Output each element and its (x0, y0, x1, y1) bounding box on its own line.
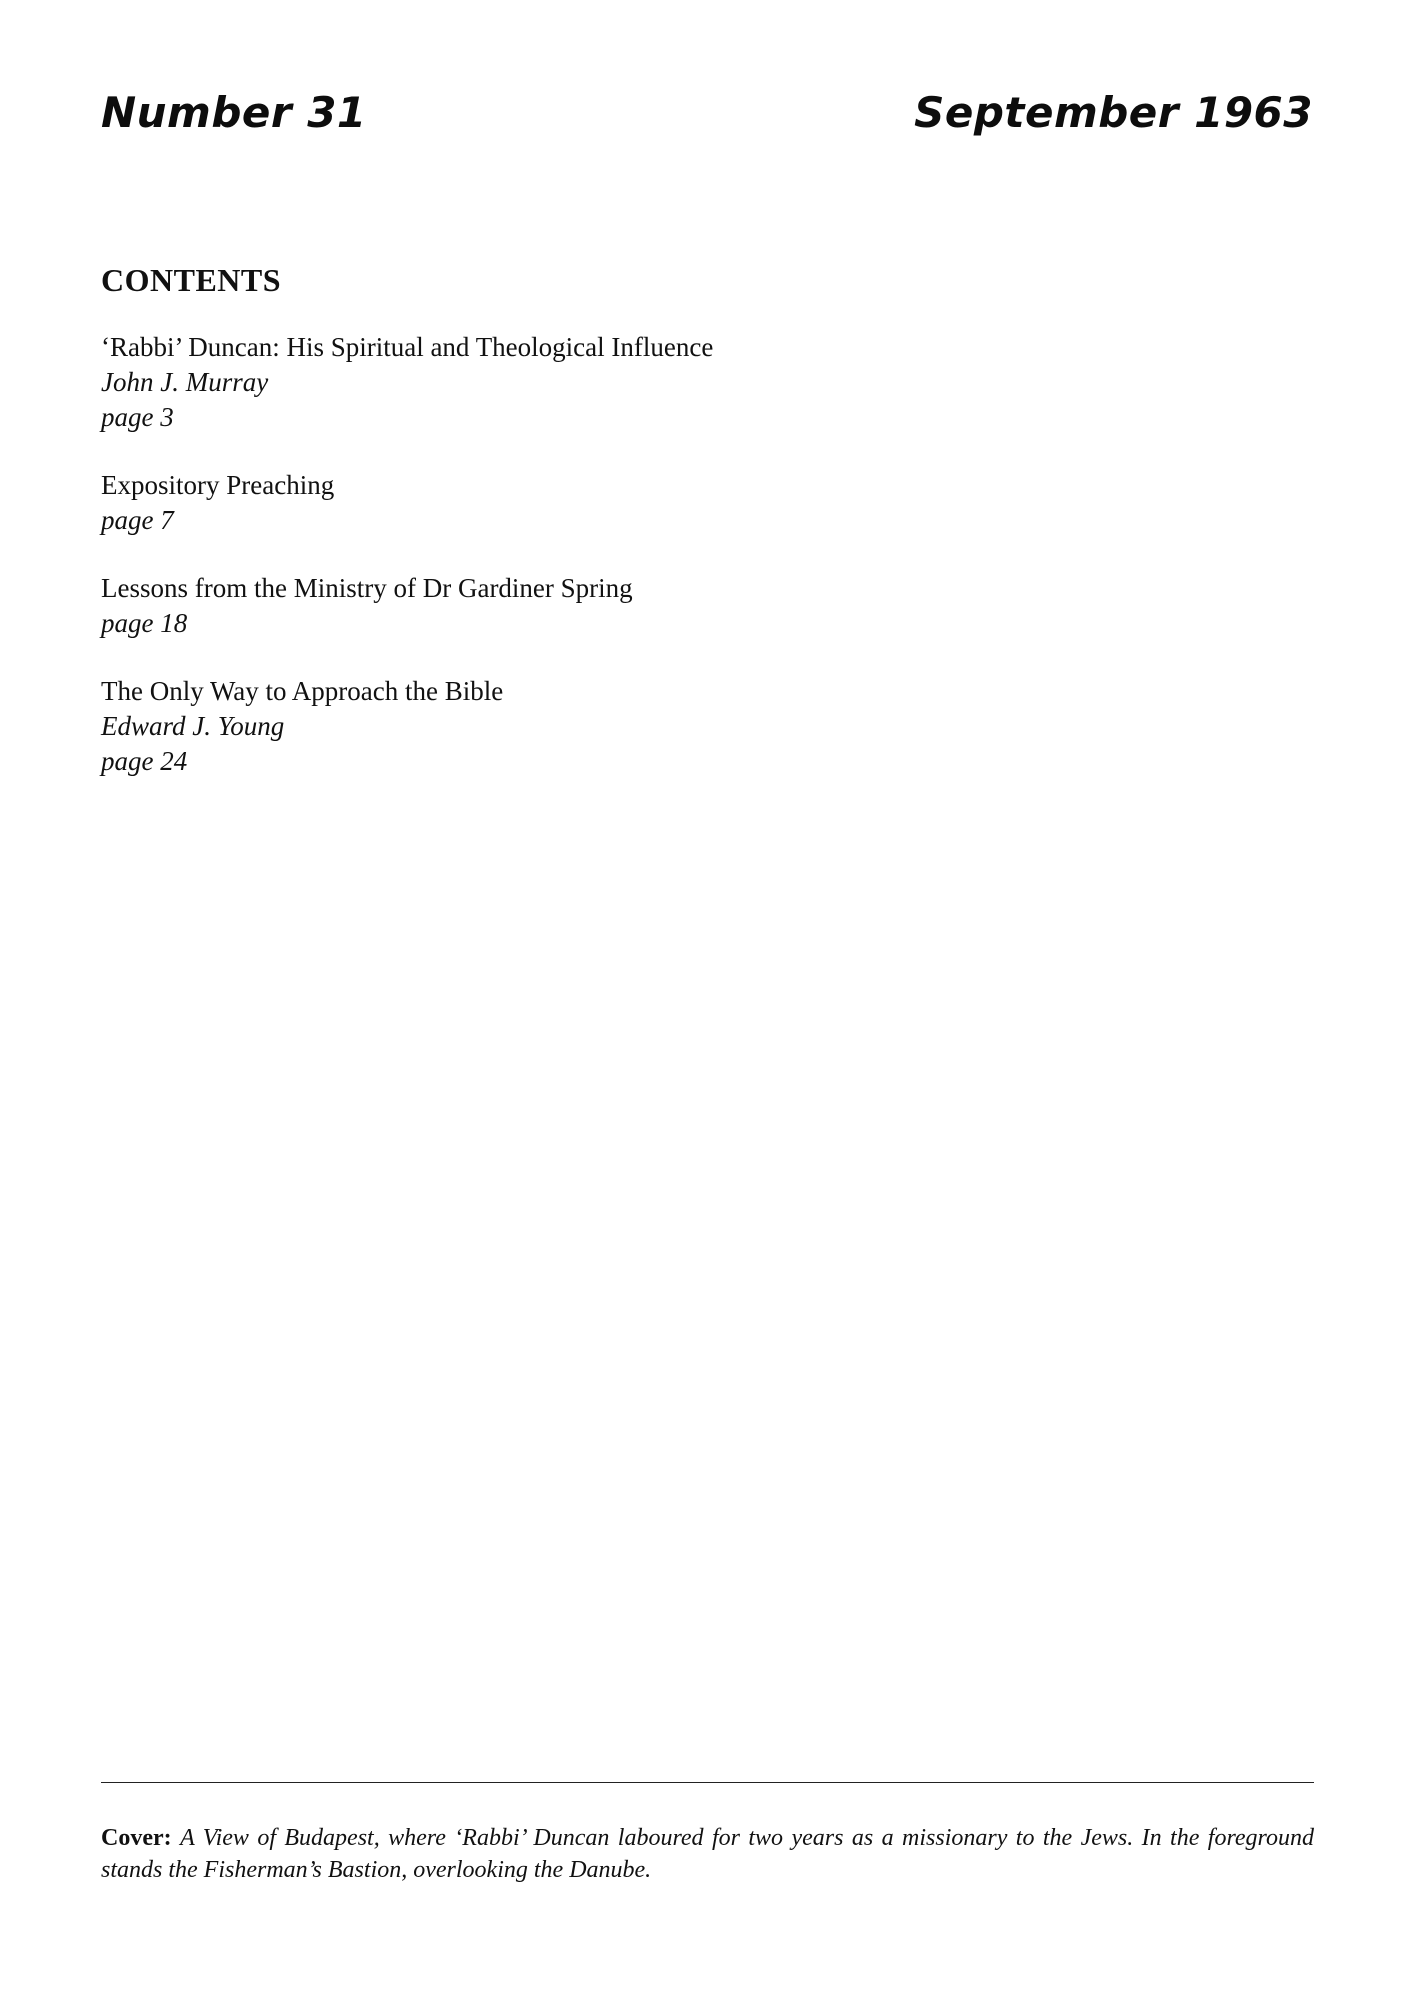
cover-caption (101, 1822, 1314, 1886)
toc-entry[interactable] (101, 571, 1001, 641)
toc-entry-title[interactable]: Lessons from the Ministry of Dr Gardiner Spring (101, 573, 633, 603)
toc-entry-author: Edward J. Young (101, 711, 285, 741)
toc-entry[interactable] (101, 468, 1001, 538)
toc-entry-page: page 7 (101, 505, 174, 535)
issue-date: September 1963 (914, 88, 1313, 137)
cover-caption-label: Cover: (101, 1825, 172, 1851)
toc-entry-page: page 18 (101, 608, 188, 638)
toc-entry-page: page 3 (101, 402, 174, 432)
toc-entry[interactable] (101, 674, 1001, 779)
toc-entry-title[interactable]: The Only Way to Approach the Bible (101, 676, 504, 706)
table-of-contents (101, 330, 1001, 812)
toc-entry-page: page 24 (101, 746, 188, 776)
issue-header (101, 88, 1313, 137)
toc-entry[interactable] (101, 330, 1001, 435)
toc-entry-title[interactable]: ‘Rabbi’ Duncan: His Spiritual and Theological Influence (101, 332, 714, 362)
toc-entry-author: John J. Murray (101, 367, 269, 397)
toc-entry-title[interactable]: Expository Preaching (101, 470, 335, 500)
issue-number: Number 31 (101, 88, 367, 137)
contents-heading: CONTENTS (101, 262, 282, 298)
cover-caption-text: A View of Budapest, where ‘Rabbi’ Duncan laboured for two years as a missionary to the Jews. In the foreground stands the Fisherman’s Bastion, overlooking the Danube. (101, 1825, 1315, 1883)
divider-rule (101, 1782, 1314, 1783)
